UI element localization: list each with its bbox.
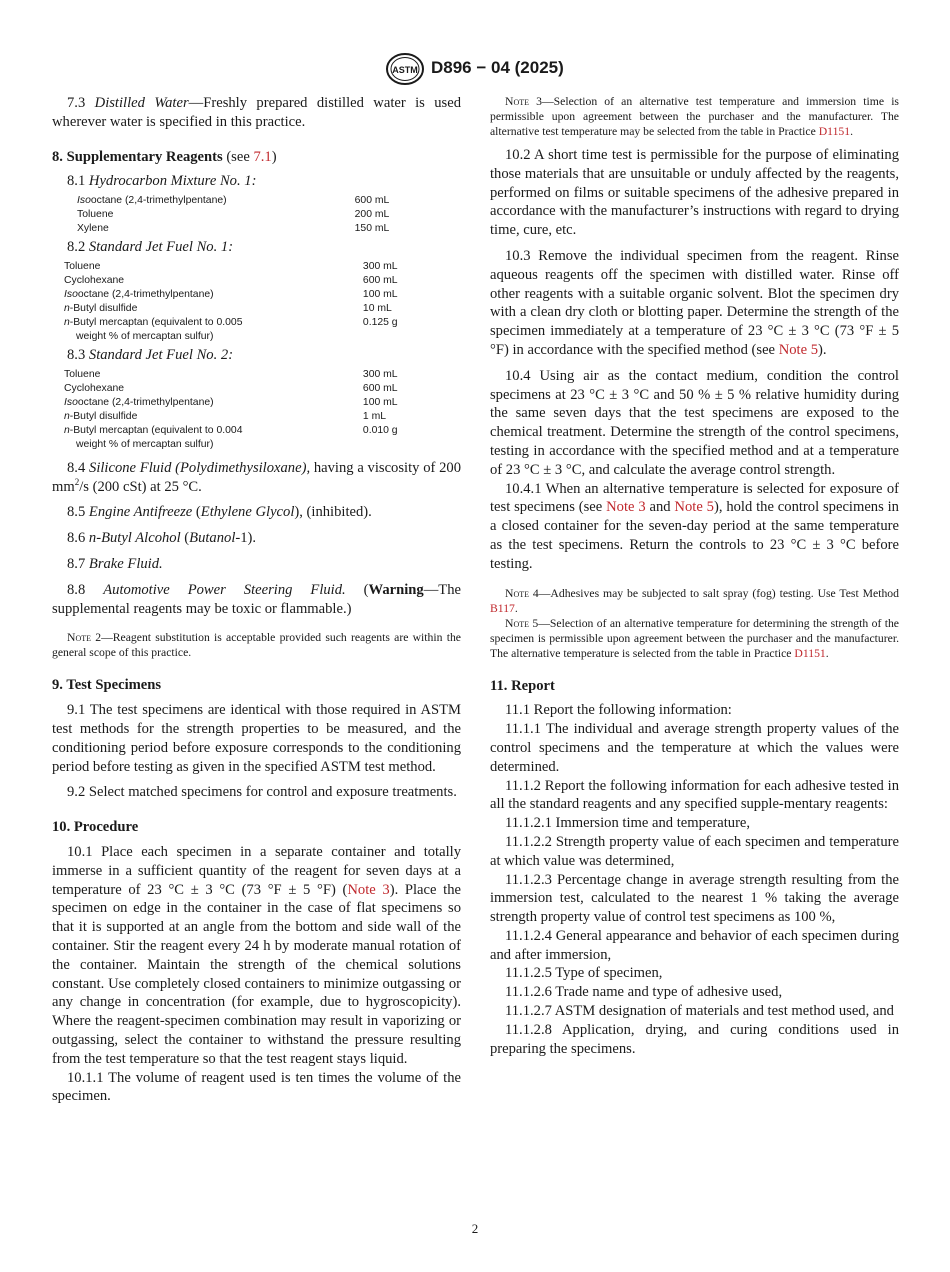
jet-fuel-1-table (64, 260, 421, 344)
reagent-quantity: 600 mL (354, 195, 390, 207)
svg-text:ASTM: ASTM (392, 65, 418, 75)
b117-link[interactable]: B117 (490, 601, 515, 615)
left-column (52, 94, 461, 1106)
document-designation: D896 − 04 (2025) (431, 58, 564, 77)
reagent-name: n-Butyl disulfide (64, 302, 138, 314)
note-3-link[interactable]: Note 3 (606, 499, 646, 516)
section-11-1-2: 11.1.2 Report the following information for each adhesive tested in all the standard reagents and any specified supple-mentary reagents: (490, 777, 899, 813)
reagent-name: weight % of mercaptan sulfur) (76, 438, 214, 450)
section-8-2: 8.2 Standard Jet Fuel No. 1: (67, 239, 234, 256)
reagent-name: Toluene (64, 368, 101, 380)
section-8-7: 8.7 Brake Fluid. (67, 555, 163, 572)
reagent-row (64, 288, 421, 302)
reagent-quantity: 600 mL (362, 274, 398, 286)
reagent-row (64, 316, 421, 330)
section-11-1-2-3: 11.1.2.3 Percentage change in average strength resulting from the immersion test, calculated to the nearest 1 % taking the average strength property value of control test specimens as 100 %, (490, 871, 899, 926)
section-11-1-2-4: 11.1.2.4 General appearance and behavior of each specimen during and after immersion, (490, 927, 899, 963)
section-8-8: 8.8 Automotive Power Steering Fluid. (Warning—The supplemental reagents may be toxic or flammable.) (52, 581, 461, 617)
reagent-quantity: 100 mL (362, 396, 398, 408)
reagent-quantity: 300 mL (362, 260, 398, 272)
reagent-row (64, 260, 421, 274)
reagent-name: Isooctane (2,4-trimethylpentane) (77, 195, 227, 207)
section-11-heading: 11. Report (490, 677, 555, 694)
note-5: Note 5—Selection of an alternative temperature for determining the strength of the specimen is permissible upon agreement between the purchaser and the manufacturer. The alternative temperature is selected from the table in Practice D1151. (490, 616, 899, 660)
section-8-heading: 8. Supplementary Reagents (see 7.1) (52, 148, 277, 165)
reagent-name: n-Butyl disulfide (64, 410, 138, 422)
section-8-6: 8.6 n-Butyl Alcohol (Butanol-1). (67, 530, 257, 547)
section-10-heading: 10. Procedure (52, 819, 139, 836)
reagent-quantity (363, 438, 421, 452)
page-number: 2 (471, 1221, 479, 1236)
reagent-quantity: 300 mL (362, 368, 398, 380)
reagent-quantity: 600 mL (362, 382, 398, 394)
reagent-quantity: 1 mL (362, 410, 387, 422)
hydrocarbon-mixture-table (77, 194, 419, 236)
section-8-5: 8.5 Engine Antifreeze (Ethylene Glycol), (inhibited). (67, 504, 372, 521)
reagent-name: Isooctane (2,4-trimethylpentane) (64, 396, 214, 408)
section-11-1: 11.1 Report the following information: (505, 702, 732, 719)
reagent-quantity: 10 mL (362, 302, 392, 314)
reagent-quantity: 200 mL (354, 209, 390, 221)
reagent-row (77, 208, 419, 222)
reagent-name: weight % of mercaptan sulfur) (76, 330, 214, 342)
section-9-1: 9.1 The test specimens are identical with those required in ASTM test methods for the strength properties to be measured, and the conditioning period before exposure corresponds to the conditioning period before testing as given in the specified ASTM test method. (52, 702, 461, 775)
reagent-row (64, 368, 421, 382)
section-11-1-2-7: 11.1.2.7 ASTM designation of materials and test method used, and (505, 1003, 894, 1020)
note-5-link[interactable]: Note 5 (778, 341, 819, 358)
reagent-row (64, 274, 421, 288)
note-3-link[interactable]: Note 3 (347, 881, 390, 898)
d1151-link[interactable]: D1151 (818, 125, 851, 138)
reagent-row (64, 424, 421, 438)
section-10-2: 10.2 A short time test is permissible for the purpose of eliminating those materials that are unsuitable or unduly affected by the reagents, performed on films or suitable specimens of the adhesive prepared in accordance with the manufacturer’s instructions with regard to drying time, cure, etc. (490, 147, 899, 239)
section-9-heading: 9. Test Specimens (52, 677, 162, 694)
reagent-row (64, 410, 421, 424)
astm-logo-icon (385, 52, 425, 86)
reagent-quantity: 0.125 g (362, 316, 398, 328)
jet-fuel-2-table (64, 368, 421, 452)
ref-7-1-link[interactable]: 7.1 (253, 148, 272, 165)
d1151-link[interactable]: D1151 (794, 646, 826, 660)
section-8-1: 8.1 Hydrocarbon Mixture No. 1: (67, 173, 257, 190)
section-10-4-1: 10.4.1 When an alternative temperature is selected for exposure of test specimens (see Note 3 and Note 5), hold the control specimens in a closed container for the seven-day period at the same temperature as the test specimens. Return the controls to 23 °C ± 3 °C before testing. (490, 480, 899, 572)
reagent-row (64, 396, 421, 410)
reagent-row (77, 194, 419, 208)
section-10-1-1: 10.1.1 The volume of reagent used is ten times the volume of the specimen. (52, 1069, 461, 1105)
right-column (490, 94, 899, 1058)
section-11-1-2-1: 11.1.2.1 Immersion time and temperature, (505, 815, 751, 832)
section-7-3: 7.3 Distilled Water—Freshly prepared distilled water is used wherever water is specified in this practice. (52, 95, 461, 130)
section-8-3: 8.3 Standard Jet Fuel No. 2: (67, 346, 234, 363)
note-5-link[interactable]: Note 5 (674, 499, 714, 516)
reagent-quantity: 150 mL (354, 223, 390, 235)
reagent-quantity: 100 mL (362, 288, 398, 300)
section-8-4: 8.4 Silicone Fluid (Polydimethysiloxane), having a viscosity of 200 $mm^2/s$ (200 cSt) at 25 °C. (52, 459, 461, 495)
section-10-1: 10.1 Place each specimen in a separate container and totally immerse in a sufficient quantity of the reagent for seven days at a temperature of 23 °C ± 3 °C (73 °F ± 5 °F) (Note 3). Place the specimen on edge in the container in the case of flat specimens so that it is supported at an angle from the bottom and side wall of the container. Stir the reagent every 24 h by moderate manual rotation of the container. Maintain the strength of the chemical solutions constant. Use completely closed containers to minimize outgassing or any change in concentration (for example, due to hygroscopicity). Where the reagent-specimen combination may result in vaporizing or outgassing, select the container to withstand the pressure resulting from the test temperature so that the test reagent stays liquid. (52, 843, 461, 1067)
note-4: Note 4—Adhesives may be subjected to salt spray (fog) testing. Use Test Method B117. (490, 586, 899, 615)
reagent-row (77, 222, 419, 236)
section-11-1-2-6: 11.1.2.6 Trade name and type of adhesive used, (505, 984, 783, 1001)
reagent-name: Toluene (64, 260, 101, 272)
reagent-name: n-Butyl mercaptan (equivalent to 0.004 (64, 424, 243, 436)
reagent-quantity: 0.010 g (362, 424, 398, 436)
reagent-name: Xylene (77, 223, 109, 235)
section-11-1-2-2: 11.1.2.2 Strength property value of each specimen and temperature at which value was determined, (490, 833, 899, 869)
section-10-3: 10.3 Remove the individual specimen from the reagent. Rinse aqueous reagents off the specimen with distilled water. Rinse off other reagents with a suitable organic solvent. Blot the specimen dry with a clean dry cloth or blotting paper. Determine the strength of the specimen immediately at a temperature of 23 °C ± 3 °C (73 °F ± 5 °F) in accordance with the specified method (see Note 5). (490, 247, 899, 358)
reagent-name: Toluene (77, 209, 114, 221)
reagent-name: Isooctane (2,4-trimethylpentane) (64, 288, 214, 300)
reagent-row (64, 382, 421, 396)
reagent-row (64, 330, 421, 344)
reagent-row (64, 438, 421, 452)
reagent-name: Cyclohexane (64, 274, 125, 286)
section-10-4: 10.4 Using air as the contact medium, condition the control specimens at 23 °C ± 3 °C and 50 % ± 5 % relative humidity during the same seven days that the test specimens are exposed to the chemical treatment. Determine the strength of the control specimens, testing in accordance with the specified method and at a temperature of 23 °C ± 3 °C, and calculate the average control strength. (490, 367, 899, 478)
section-9-2: 9.2 Select matched specimens for control and exposure treatments. (67, 784, 457, 801)
note-2: Note 2—Reagent substitution is acceptable provided such reagents are within the general scope of this practice. (52, 631, 461, 660)
section-11-1-2-5: 11.1.2.5 Type of specimen, (505, 965, 663, 982)
reagent-name: n-Butyl mercaptan (equivalent to 0.005 (64, 316, 243, 328)
reagent-row (64, 302, 421, 316)
section-11-1-2-8: 11.1.2.8 Application, drying, and curing conditions used in preparing the specimens. (490, 1021, 899, 1057)
note-3: Note 3—Selection of an alternative test temperature and immersion time is permissible upon agreement between the purchaser and the manufacturer. The alternative test temperature may be selected from the table in Practice D1151. (490, 95, 899, 138)
page-header (0, 52, 950, 86)
reagent-quantity (363, 330, 421, 344)
reagent-name: Cyclohexane (64, 382, 125, 394)
section-11-1-1: 11.1.1 The individual and average strength property values of the control specimens and the temperature at which the values were determined. (490, 721, 899, 775)
